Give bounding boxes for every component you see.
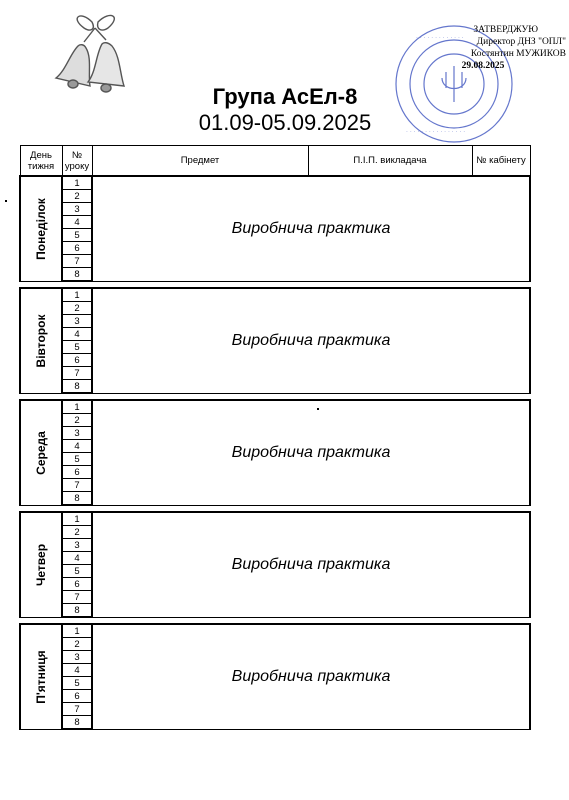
subject-cell: Виробнича практика — [92, 400, 530, 505]
lesson-row — [20, 512, 530, 526]
lesson-number: 3 — [62, 315, 92, 328]
lesson-number: 3 — [62, 651, 92, 664]
subject-cell: Виробнича практика — [92, 512, 530, 617]
day-name: П'ятниця — [34, 650, 48, 704]
approval-block — [400, 24, 566, 72]
lesson-number: 4 — [62, 440, 92, 453]
subject-cell: Виробнича практика — [92, 176, 530, 281]
lesson-number: 7 — [62, 479, 92, 492]
lesson-number: 2 — [62, 638, 92, 651]
lesson-number: 7 — [62, 367, 92, 380]
lesson-number: 6 — [62, 354, 92, 367]
lesson-number: 2 — [62, 414, 92, 427]
lesson-number: 5 — [62, 229, 92, 242]
scan-speck — [5, 200, 7, 202]
group-name: Група АсЕл-8 — [212, 84, 358, 109]
header-lesson: № уроку — [62, 146, 92, 177]
lesson-number: 5 — [62, 677, 92, 690]
lesson-number: 1 — [62, 624, 92, 638]
day-cell — [20, 400, 62, 505]
lesson-number: 7 — [62, 591, 92, 604]
header-subject: Предмет — [92, 146, 308, 177]
lesson-number: 5 — [62, 453, 92, 466]
approval-date: 29.08.2025 — [461, 61, 505, 71]
lesson-number: 7 — [62, 255, 92, 268]
lesson-number: 3 — [62, 203, 92, 216]
day-separator — [20, 281, 530, 288]
week-dates: 01.09-05.09.2025 — [198, 110, 372, 135]
day-name: Понеділок — [34, 197, 48, 260]
lesson-number: 2 — [62, 190, 92, 203]
lesson-number: 5 — [62, 341, 92, 354]
lesson-number: 1 — [62, 512, 92, 526]
lesson-number: 2 — [62, 526, 92, 539]
lesson-number: 5 — [62, 565, 92, 578]
lesson-row — [20, 400, 530, 414]
lesson-number: 1 — [62, 400, 92, 414]
day-separator — [20, 617, 530, 624]
approval-heading: ЗАТВЕРДЖУЮ — [473, 25, 538, 35]
lesson-row — [20, 288, 530, 302]
lesson-number: 3 — [62, 427, 92, 440]
day-separator — [20, 505, 530, 512]
subject-cell: Виробнича практика — [92, 288, 530, 393]
day-cell — [20, 176, 62, 281]
approval-position: Директор ДНЗ "ОПЛ" — [476, 37, 566, 47]
day-name: Четвер — [34, 543, 48, 586]
lesson-number: 7 — [62, 703, 92, 716]
lesson-number: 8 — [62, 268, 92, 282]
lesson-row — [20, 176, 530, 190]
day-cell — [20, 512, 62, 617]
day-separator — [20, 393, 530, 400]
lesson-number: 8 — [62, 380, 92, 394]
day-cell — [20, 288, 62, 393]
lesson-number: 4 — [62, 664, 92, 677]
svg-text:· · · · · · · · · · · · ·: · · · · · · · · · · · · · — [416, 35, 464, 42]
lesson-number: 6 — [62, 578, 92, 591]
schedule-table — [19, 145, 531, 730]
approval-director: Костянтин МУЖИКОВ — [470, 49, 566, 59]
header-day: День тижня — [20, 146, 62, 177]
lesson-number: 8 — [62, 492, 92, 506]
subject-cell: Виробнича практика — [92, 624, 530, 729]
lesson-number: 6 — [62, 242, 92, 255]
lesson-row — [20, 624, 530, 638]
lesson-number: 1 — [62, 176, 92, 190]
lesson-number: 4 — [62, 216, 92, 229]
schedule-title — [170, 84, 400, 136]
lesson-number: 4 — [62, 328, 92, 341]
lesson-number: 6 — [62, 690, 92, 703]
day-cell — [20, 624, 62, 729]
lesson-number: 1 — [62, 288, 92, 302]
header-teacher: П.І.П. викладача — [308, 146, 472, 177]
svg-text:· · · · · · · · · · · · · · ·: · · · · · · · · · · · · · · · · — [406, 129, 466, 136]
lesson-number: 4 — [62, 552, 92, 565]
lesson-number: 2 — [62, 302, 92, 315]
lesson-number: 6 — [62, 466, 92, 479]
day-name: Середа — [34, 430, 48, 475]
header-room: № кабінету — [472, 146, 530, 177]
lesson-number: 3 — [62, 539, 92, 552]
lesson-number: 8 — [62, 716, 92, 730]
day-name: Вівторок — [34, 314, 48, 368]
bells-icon — [40, 8, 150, 100]
lesson-number: 8 — [62, 604, 92, 618]
